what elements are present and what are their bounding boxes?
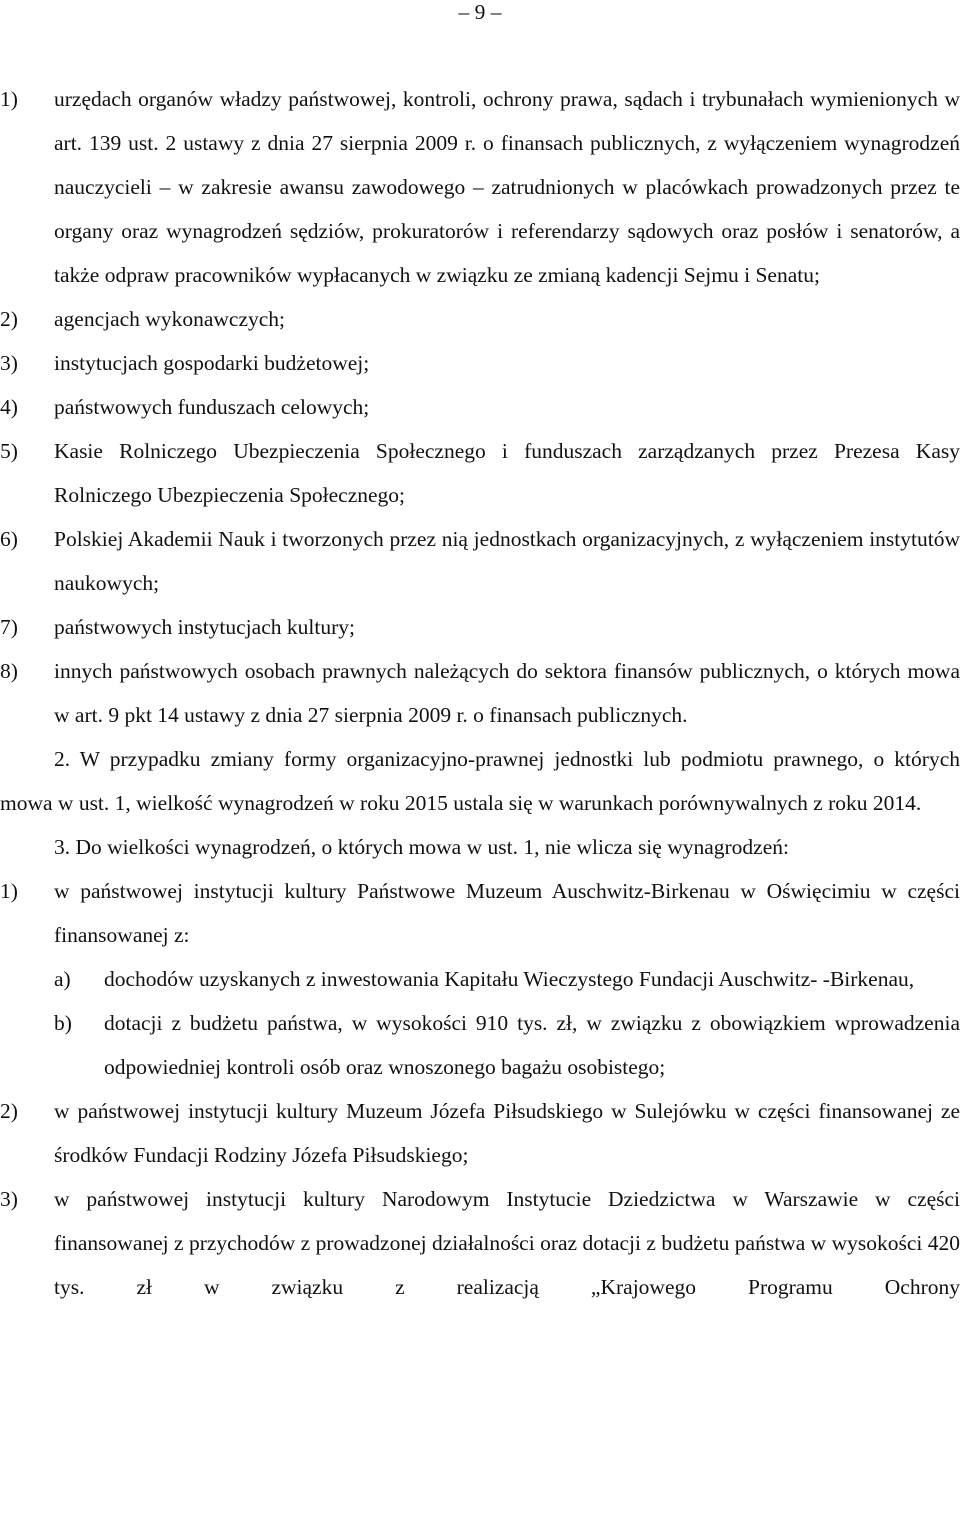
list-item — [0, 385, 960, 429]
paragraph-2: 2. W przypadku zmiany formy organizacyjno-prawnej jednostki lub podmiotu prawnego, o których mowa w ust. 1, wielkość wynagrodzeń w roku 2015 ustala się w warunkach porównywalnych z roku 2014. — [0, 747, 960, 815]
sub-list-item — [0, 957, 960, 1001]
list-item — [0, 1177, 960, 1309]
list-item-number: 7) — [0, 615, 18, 639]
list-item-text: agencjach wykonawczych; — [54, 307, 286, 331]
list-item-number: 1) — [0, 879, 18, 903]
list-item-text: innych państwowych osobach prawnych należących do sektora finansów publicznych, o których mowa w art. 9 pkt 14 ustawy z dnia 27 sierpnia 2009 r. o finansach publicznych. — [54, 659, 960, 727]
sub-list-item-letter: a) — [54, 967, 71, 991]
list-item-text: w państwowej instytucji kultury Państwowe Muzeum Auschwitz-Birkenau w Oświęcimiu w części finansowanej z: — [54, 879, 960, 947]
sub-list-item-text: dochodów uzyskanych z inwestowania Kapitału Wieczystego Fundacji Auschwitz- -Birkenau, — [104, 967, 915, 991]
list-item-number: 6) — [0, 527, 18, 551]
list-item-number: 3) — [0, 351, 18, 375]
list-item — [0, 341, 960, 385]
list-item-number: 3) — [0, 1187, 18, 1211]
sub-list-item — [0, 1001, 960, 1089]
list-item — [0, 429, 960, 517]
list-item-number: 2) — [0, 307, 18, 331]
list-item-text: w państwowej instytucji kultury Muzeum Józefa Piłsudskiego w Sulejówku w części finansowanej ze środków Fundacji Rodziny Józefa Piłsudskiego; — [54, 1099, 960, 1167]
sub-list-item-letter: b) — [54, 1011, 72, 1035]
list-item-number: 4) — [0, 395, 18, 419]
list-item-number: 5) — [0, 439, 18, 463]
list-item-text: instytucjach gospodarki budżetowej; — [54, 351, 370, 375]
list-item — [0, 869, 960, 957]
list-item-text: Polskiej Akademii Nauk i tworzonych przez nią jednostkach organizacyjnych, z wyłączeniem instytutów naukowych; — [54, 527, 960, 595]
list-item — [0, 517, 960, 605]
page-number: – 9 – — [458, 0, 502, 24]
list-item-text: państwowych funduszach celowych; — [54, 395, 370, 419]
list-item-number: 1) — [0, 87, 18, 111]
list-item-text: państwowych instytucjach kultury; — [54, 615, 355, 639]
list-item — [0, 649, 960, 737]
list-item — [0, 1089, 960, 1177]
list-item-text: urzędach organów władzy państwowej, kontroli, ochrony prawa, sądach i trybunałach wymienionych w art. 139 ust. 2 ustawy z dnia 27 sierpnia 2009 r. o finansach publicznych, z wyłączeniem wynagrodzeń nauczycieli – w zakresie awansu zawodowego – zatrudnionych w placówkach prowadzonych przez te organy oraz wynagrodzeń sędziów, prokuratorów i referendarzy sądowych oraz posłów i senatorów, a także odpraw pracowników wypłacanych w związku ze zmianą kadencji Sejmu i Senatu; — [54, 87, 960, 287]
list-item-text: w państwowej instytucji kultury Narodowym Instytucie Dziedzictwa w Warszawie w części finansowanej z przychodów z prowadzonej działalności oraz dotacji z budżetu państwa w wysokości 420 tys. zł w związku z realizacją „Krajowego Programu Ochrony — [54, 1187, 960, 1299]
list-item — [0, 77, 960, 297]
sub-list-item-text: dotacji z budżetu państwa, w wysokości 910 tys. zł, w związku z obowiązkiem wprowadzenia odpowiedniej kontroli osób oraz wnoszonego bagażu osobistego; — [104, 1011, 960, 1079]
list-item — [0, 605, 960, 649]
list-item — [0, 297, 960, 341]
paragraph-3: 3. Do wielkości wynagrodzeń, o których mowa w ust. 1, nie wlicza się wynagrodzeń: — [54, 835, 789, 859]
list-item-number: 2) — [0, 1099, 18, 1123]
document-body — [0, 77, 960, 1309]
list-item-text: Kasie Rolniczego Ubezpieczenia Społecznego i funduszach zarządzanych przez Prezesa Kasy Rolniczego Ubezpieczenia Społecznego; — [54, 439, 960, 507]
list-item-number: 8) — [0, 659, 18, 683]
